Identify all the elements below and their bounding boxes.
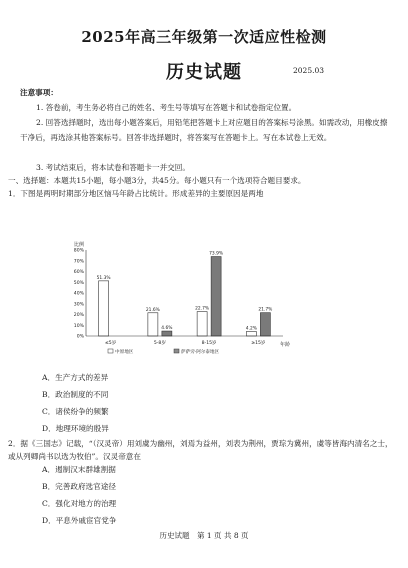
legend-swatch-1 [108, 349, 113, 353]
subject-title: 历史试题 [166, 62, 242, 83]
chart-data-label: 4.2% [245, 326, 257, 332]
q1-option-d: D．地理环境的殷异 [42, 424, 109, 433]
legend-label-1: 中原地区 [115, 350, 134, 355]
x-tick-label: ≥15岁 [251, 341, 266, 346]
x-tick-label: 5-8岁 [153, 341, 166, 346]
chart-grid [74, 248, 85, 340]
y-tick-label: 0% [76, 334, 84, 340]
y-tick-label: 20% [73, 313, 84, 319]
chart-legend [108, 348, 220, 355]
chart-bar [162, 331, 172, 336]
chart-bar [260, 313, 270, 336]
q2-option-c: C．强化对地方的治理 [42, 499, 117, 508]
notice-item-1: 1. 答卷前，考生务必将自己的姓名、考生号等填写在答题卡和试卷指定位置。 [36, 103, 297, 112]
x-tick-label: ≤5岁 [104, 341, 117, 346]
question-1-stem: 1．下图是两明时期部分地区恼马年龄占比统计。形成差异的主要原因是两地 [8, 189, 264, 198]
age-ratio-bar-chart [58, 236, 298, 366]
x-tick-label: 8-15岁 [201, 341, 217, 346]
notice-item-3: 3. 考试结束后，将本试卷和答题卡一并交回。 [36, 163, 190, 172]
q1-option-c: C．诸侯纷争的频繁 [42, 407, 109, 416]
exam-title: 2025年高三年级第一次适应性检测 [81, 28, 327, 46]
y-tick-label: 70% [73, 259, 84, 265]
chart-bar [246, 331, 256, 336]
chart-bar [148, 313, 158, 336]
notice-heading: 注意事项： [20, 88, 58, 97]
chart-bar [211, 257, 221, 336]
chart-y-axis-label: 比例 [74, 242, 85, 248]
q2-option-d: D．平息外戚宦官党争 [42, 516, 117, 525]
chart-data-label: 21.6% [145, 307, 160, 313]
y-tick-label: 10% [73, 323, 84, 329]
q2-option-a: A．遏制汉末群雄割据 [42, 465, 116, 474]
chart-x-axis-label: 年龄 [280, 342, 291, 348]
legend-label-2: 萨萨旁·阿尔泰地区 [181, 350, 220, 355]
q1-option-b: B．政治制度的不同 [42, 390, 109, 399]
chart-data-label: 73.9% [209, 251, 224, 257]
chart-data-label: 4.6% [161, 326, 173, 332]
y-tick-label: 80% [73, 248, 84, 254]
section-heading: 一、选择题：本题共15小题，每小题3分，共45分。每小题只有一个选项符合题目要求。 [8, 176, 306, 185]
chart-bars [97, 251, 273, 346]
page-footer: 历史试题 第 1 页 共 8 页 [159, 531, 249, 540]
chart-bar [197, 312, 207, 336]
chart-data-label: 51.3% [96, 275, 111, 281]
y-tick-label: 30% [73, 302, 84, 308]
chart-data-label: 22.7% [195, 306, 210, 312]
y-tick-label: 50% [73, 280, 84, 286]
y-tick-label: 60% [73, 270, 84, 276]
question-2-stem: 2．据《三国志》记载，“（汉灵帝）用刘虞为幽州，刘焉为益州，刘表为荆州，贾琮为冀州，虞等皆海内清名之士，或从列卿尚书以选为牧伯”。汉灵帝意在 [8, 439, 393, 461]
q1-option-a: A．生产方式的差异 [42, 373, 109, 382]
exam-date: 2025.03 [293, 66, 325, 75]
legend-swatch-2 [174, 349, 179, 353]
chart-bar [99, 281, 109, 336]
y-tick-label: 40% [73, 291, 84, 297]
notice-item-2: 2. 回答选择题时，选出每小题答案后，用铅笔把答题卡上对应题目的答案标号涂黑。如需改动，用橡皮擦干净后，再选涂其他答案标号。回答非选择题时，将答案写在答题卡上。写在本试卷上无效。 [20, 118, 388, 142]
q2-option-b: B．完善政府选官途径 [42, 482, 116, 491]
chart-data-label: 21.7% [258, 307, 273, 313]
